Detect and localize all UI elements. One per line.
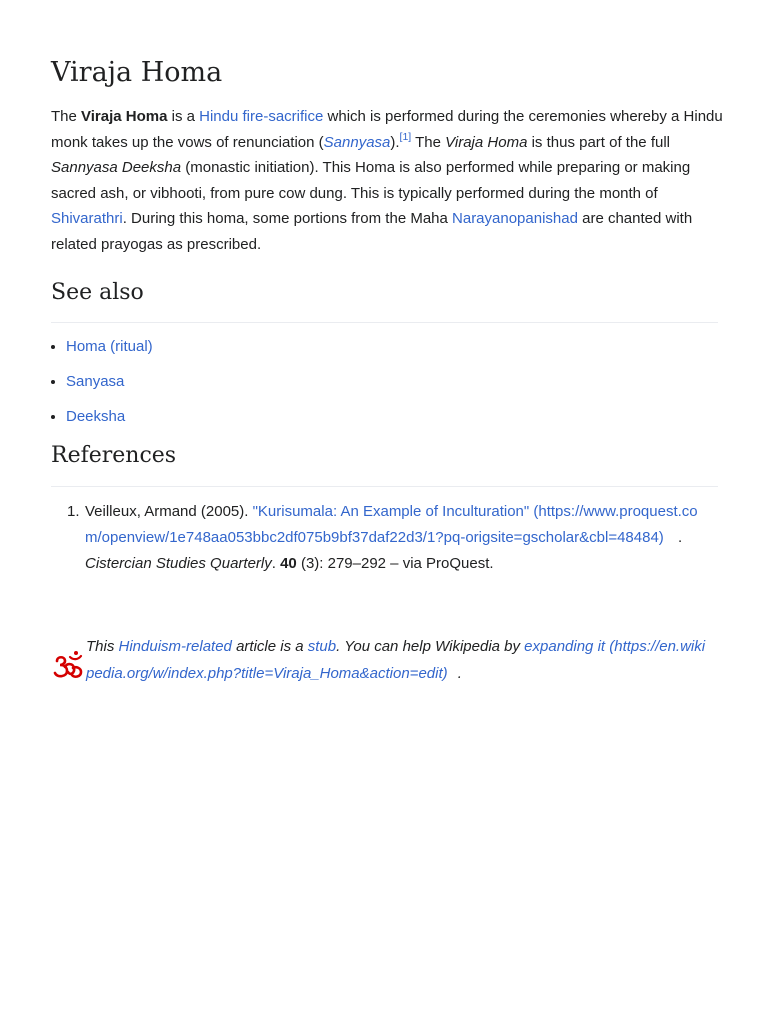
stub-text-part: This (86, 638, 119, 655)
intro-paragraph (51, 104, 723, 257)
see-also-item-sanyasa[interactable]: Sanyasa (66, 373, 125, 390)
reference-number: 1. (67, 503, 80, 520)
reference-period: . (673, 529, 683, 546)
intro-text: (monastic initiation). This Homa is also performed while preparing or making sacred ash, or vibhooti, from pure cow dung. This is typically performed during the month of (51, 159, 691, 202)
stub-line (86, 633, 726, 660)
citation-1[interactable]: [1] (399, 130, 412, 143)
om-icon (52, 650, 84, 680)
citation-link[interactable] (400, 131, 412, 143)
list-bullet (51, 380, 55, 384)
link-stub[interactable]: stub (307, 638, 337, 655)
see-also-item-deeksha[interactable]: Deeksha (66, 408, 126, 425)
references-heading: References (51, 443, 177, 468)
reference-body (85, 499, 720, 577)
reference-line (85, 499, 720, 525)
link-expanding-it[interactable]: expanding it (https://en.wiki (524, 638, 706, 655)
intro-text: The (411, 133, 446, 151)
see-also-heading: See also (51, 280, 144, 305)
stub-text-part: article is a (231, 638, 308, 655)
reference-author: Veilleux, Armand (2005). (85, 503, 253, 520)
intro-text: which is performed during the ceremonies whereby a Hindu monk takes up the vows of renunciation ( (51, 108, 723, 151)
reference-separator: . (271, 555, 281, 572)
link-sannyasa[interactable]: Sannyasa (323, 133, 391, 151)
reference-journal: Cistercian Studies Quarterly (85, 555, 272, 572)
stub-text-part: . You can help Wikipedia by (336, 638, 525, 655)
intro-text: The (51, 108, 82, 125)
link-expanding-it-continued[interactable]: pedia.org/w/index.php?title=Viraja_Homa&action=edit) (86, 665, 448, 682)
stub-line (86, 660, 726, 687)
stub-period: . (453, 665, 462, 682)
reference-link-continued[interactable]: m/openview/1e748aa053bbc2df075b9bf37daf22d3/1?pq-origsite=gscholar&cbl=48484) (85, 529, 664, 546)
section-divider (51, 486, 718, 487)
reference-line (85, 551, 720, 577)
link-hindu-fire-sacrifice[interactable]: Hindu fire-sacrifice (199, 108, 324, 125)
link-hinduism-related[interactable]: Hinduism-related (118, 638, 232, 655)
italic-deeksha: Sannyasa Deeksha (51, 159, 182, 176)
intro-text: . During this homa, some portions from the Maha (122, 210, 453, 227)
link-shivarathri[interactable]: Shivarathri (51, 210, 123, 227)
bold-title: Viraja Homa (81, 108, 168, 125)
intro-text: is a (167, 108, 200, 125)
list-bullet (51, 345, 55, 349)
page-title: Viraja Homa (51, 57, 223, 88)
intro-text: ). (390, 133, 400, 151)
section-divider (51, 322, 718, 323)
list-bullet (51, 415, 55, 419)
link-narayanopanishad[interactable]: Narayanopanishad (452, 210, 578, 227)
reference-link[interactable]: "Kurisumala: An Example of Inculturation" (https://www.proquest.co (252, 503, 698, 520)
stub-text (86, 633, 726, 687)
intro-text: is thus part of the full (527, 133, 670, 151)
intro-text: are chanted with related prayogas as prescribed. (51, 210, 693, 253)
reference-issue-pages: (3): 279–292 – via ProQuest. (296, 555, 494, 572)
reference-line (85, 525, 720, 551)
reference-volume: 40 (280, 555, 297, 572)
italic-title: Viraja Homa (445, 133, 528, 151)
see-also-item-homa-ritual[interactable]: Homa (ritual) (66, 338, 153, 355)
